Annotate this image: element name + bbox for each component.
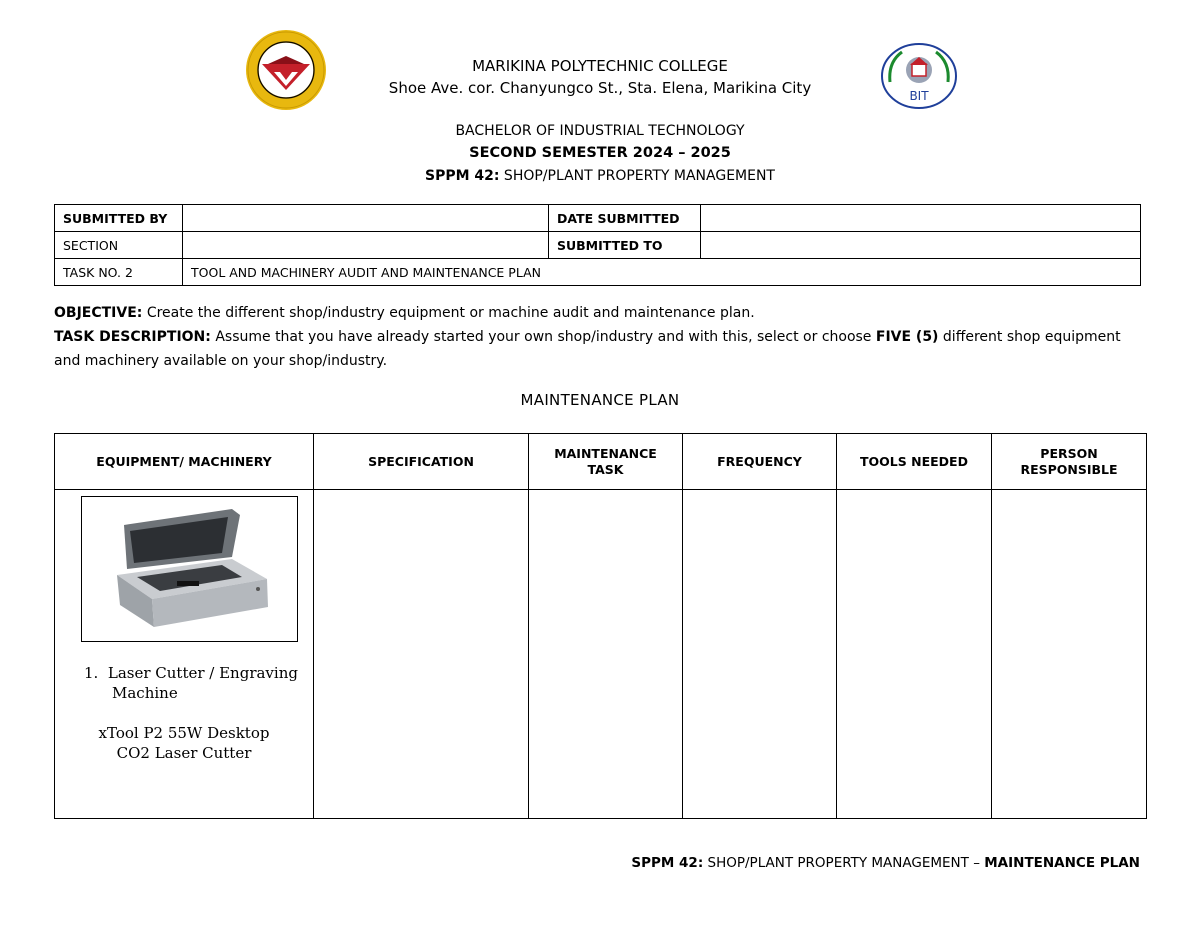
- table-row: [55, 205, 1141, 232]
- equipment-name: Laser Cutter / Engraving: [107, 664, 298, 682]
- footer-suffix: MAINTENANCE PLAN: [984, 855, 1140, 871]
- task-description-text: Assume that you have already started your own shop/industry and with this, select or choose: [210, 329, 876, 345]
- equipment-name-line: [56, 663, 312, 683]
- submitted-to-field[interactable]: [701, 232, 1141, 259]
- date-submitted-label: DATE SUBMITTED: [549, 205, 701, 232]
- college-address: Shoe Ave. cor. Chanyungco St., Sta. Elena, Marikina City: [388, 79, 812, 97]
- course-code: SPPM 42:: [424, 168, 500, 184]
- task-description-text-end: different shop equipment and machinery available on your shop/industry.: [54, 329, 1121, 369]
- semester: SECOND SEMESTER 2024 – 2025: [469, 145, 731, 161]
- column-header-specification: SPECIFICATION: [314, 434, 529, 490]
- maintenance-plan-table: [54, 433, 1147, 819]
- equipment-model: xTool P2 55W Desktop: [98, 724, 270, 742]
- submitted-by-field[interactable]: [183, 205, 549, 232]
- date-submitted-field[interactable]: [701, 205, 1141, 232]
- table-row: [55, 232, 1141, 259]
- course-name: SHOP/PLANT PROPERTY MANAGEMENT: [499, 168, 775, 184]
- column-header-tools-needed: TOOLS NEEDED: [837, 434, 992, 490]
- course-title: [0, 168, 1200, 184]
- page-footer: [631, 855, 1140, 871]
- footer-name: SHOP/PLANT PROPERTY MANAGEMENT –: [703, 855, 985, 871]
- equipment-cell[interactable]: [55, 490, 314, 819]
- objective-label: OBJECTIVE:: [54, 305, 143, 321]
- program-name: BACHELOR OF INDUSTRIAL TECHNOLOGY: [455, 123, 745, 139]
- section-field[interactable]: [183, 232, 549, 259]
- column-header-maintenance-task: MAINTENANCE TASK: [529, 434, 683, 490]
- column-header-frequency: FREQUENCY: [683, 434, 837, 490]
- specification-cell[interactable]: [314, 490, 529, 819]
- objective: [54, 301, 1146, 325]
- equipment-model-cont: CO2 Laser Cutter: [116, 744, 252, 762]
- table-row: [55, 490, 1147, 819]
- table-row: [55, 259, 1141, 286]
- tools-needed-cell[interactable]: [837, 490, 992, 819]
- objective-text: Create the different shop/industry equipment or machine audit and maintenance plan.: [142, 305, 755, 321]
- equipment-item: [56, 663, 312, 763]
- task-title: TOOL AND MACHINERY AUDIT AND MAINTENANCE PLAN: [183, 259, 1141, 286]
- task-description-label: TASK DESCRIPTION:: [54, 329, 211, 345]
- person-responsible-cell[interactable]: [992, 490, 1147, 819]
- maintenance-plan-title: MAINTENANCE PLAN: [520, 391, 680, 409]
- bit-logo-text: BIT: [909, 89, 929, 103]
- column-header-person-responsible: PERSON RESPONSIBLE: [992, 434, 1147, 490]
- task-no-label: TASK NO. 2: [55, 259, 183, 286]
- item-number: 1.: [84, 664, 99, 682]
- column-header-equipment: EQUIPMENT/ MACHINERY: [55, 434, 314, 490]
- bit-logo: [880, 42, 958, 110]
- section-label: SECTION: [55, 232, 183, 259]
- footer-code: SPPM 42:: [631, 855, 704, 871]
- college-name: MARIKINA POLYTECHNIC COLLEGE: [472, 57, 728, 75]
- table-header-row: [55, 434, 1147, 490]
- task-description-emphasis: FIVE (5): [875, 329, 939, 345]
- frequency-cell[interactable]: [683, 490, 837, 819]
- laser-cutter-image: [81, 496, 298, 642]
- submitted-to-label: SUBMITTED TO: [549, 232, 701, 259]
- task-description: [54, 325, 1146, 373]
- submitted-by-label: SUBMITTED BY: [55, 205, 183, 232]
- maintenance-task-cell[interactable]: [529, 490, 683, 819]
- equipment-name-cont: Machine: [112, 684, 178, 702]
- submission-info-table: [54, 204, 1141, 286]
